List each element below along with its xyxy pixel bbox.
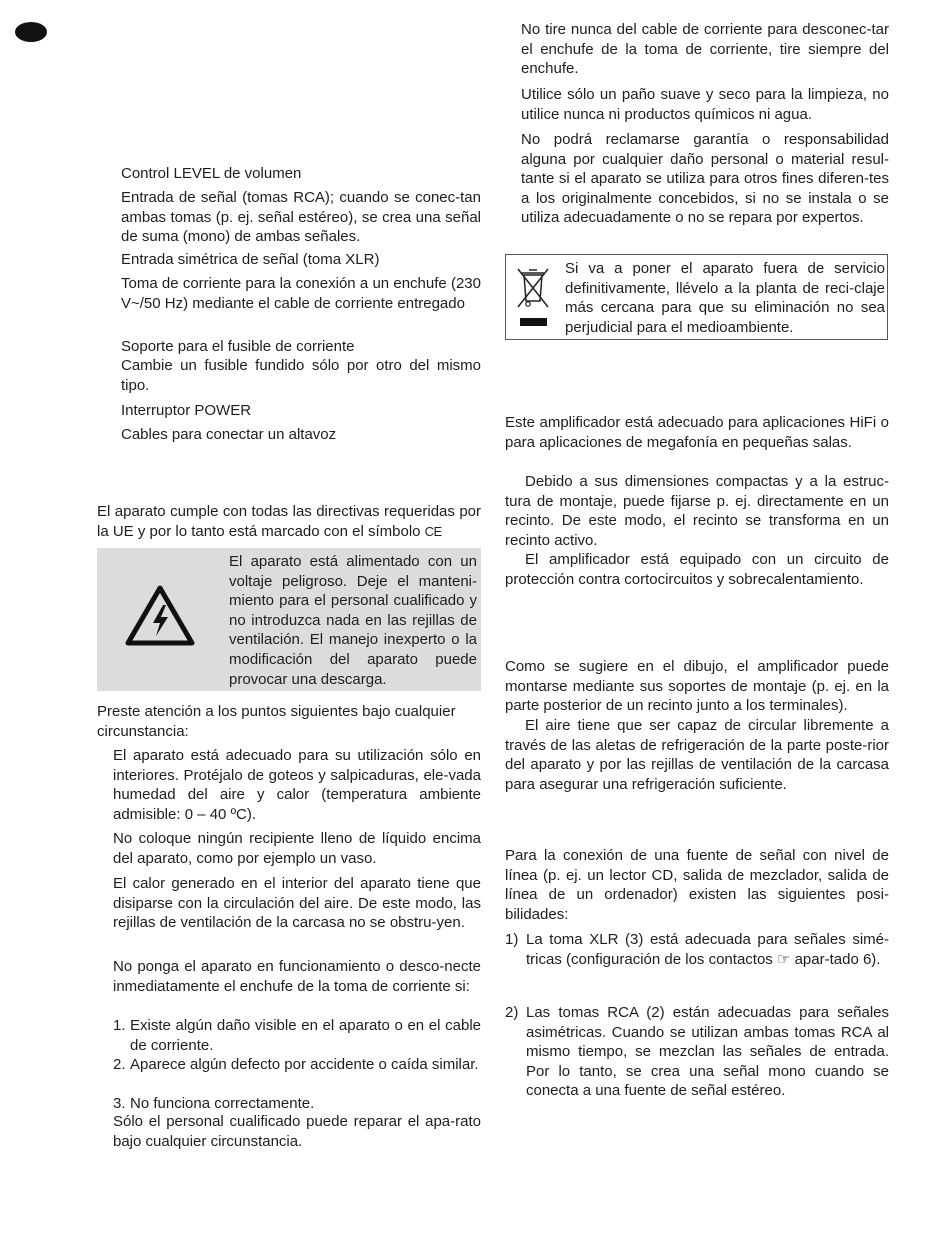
application-paragraph: Debido a sus dimensiones compactas y a la estruc-tura de montaje, puede fijarse p. ej. directamente en un recinto. De este modo, el recinto se transforma en un recinto activo. [505,473,889,549]
control-item-fuse-holder: Soporte para el fusible de corriente [121,338,355,355]
safety-item-warranty: No podrá reclamarse garantía o responsabilidad alguna por cualquier daño personal o material resul-tante si el aparato se utiliza para otros fines diferen-tes a los originalmente concebidos, si no se instala o se utiliza adecuadamente o no se repara por expertos. [521,131,889,227]
mounting-paragraph: Como se sugiere en el dibujo, el amplificador puede montarse mediante sus soportes de montaje (p. ej. en la parte posterior de un recinto junto a los terminales). [505,658,889,715]
control-item-power-switch: Interruptor POWER [121,402,252,419]
repair-note: Sólo el personal cualificado puede reparar el apa-rato bajo cualquier circunstancia. [113,1113,481,1150]
condition-item: 2. Aparece algún defecto por accidente o caída similar. [113,1056,479,1073]
connection-option-xlr: 1) La toma XLR (3) está adecuada para señales simé-tricas (configuración de los contactos ☞ apar-tado 6). [505,931,889,968]
recycling-box [505,254,888,340]
ce-mark-icon: CE [424,523,442,539]
connection-options [505,930,889,1101]
crossed-bin-icon [514,263,552,331]
recycling-text: Si va a poner el aparato fuera de servicio definitivamente, llévelo a la planta de reci-claje más cercana para que su eliminación no sea perjudicial para el medioambiente. [565,260,885,336]
safety-item-liquid: No coloque ningún recipiente lleno de líquido encima del aparato, como por ejemplo un vaso. [113,830,481,867]
high-voltage-warning-icon [125,585,195,647]
safety-item-cleaning: Utilice sólo un paño suave y seco para la limpieza, no utilice nunca ni productos químicos ni agua. [521,86,889,123]
control-item-rca-input: Entrada de señal (tomas RCA); cuando se conec-tan ambas tomas (p. ej. señal estéreo), se crea una señal de suma (mono) de ambas señales. [121,189,481,246]
control-item-power-socket: Toma de corriente para la conexión a un enchufe (230 V~/50 Hz) mediante el cable de corriente entregado [121,275,481,312]
connection-option-rca: 2) Las tomas RCA (2) están adecuadas para señales asimétricas. Cuando se utilizan ambas tomas RCA al mismo tiempo, se mezclan las señales de entrada. Por lo tanto, se crea una señal mono cuando se conecta a una fuente de señal estéreo. [505,1004,889,1100]
condition-item: 1. Existe algún daño visible en el aparato o en el cable de corriente. [113,1017,481,1054]
conditions-list [113,1016,481,1114]
ce-conformity-text: El aparato cumple con todas las directivas requeridas por la UE y por lo tanto está marcado con el símbolo CE [97,503,481,540]
safety-item-disconnect: No ponga el aparato en funcionamiento o desco-necte inmediatamente el enchufe de la toma de corriente si: [113,958,481,995]
safety-item-indoor: El aparato está adecuado para su utilización sólo en interiores. Protéjalo de goteos y salpicaduras, ele-vada humedad del aire y calor (temperatura ambiente admisible: 0 – 40 ºC). [113,747,481,823]
application-paragraph: Este amplificador está adecuado para aplicaciones HiFi o para aplicaciones de megafonía en pequeñas salas. [505,414,889,451]
control-item-speaker-cables: Cables para conectar un altavoz [121,426,337,443]
mounting-paragraph: El aire tiene que ser capaz de circular libremente a través de las aletas de refrigeración de la parte poste-rior del aparato y por las rejillas de ventilación de la carcasa para asegurar una refrigeración suficiente. [505,717,889,793]
condition-item: 3. No funciona correctamente. [113,1095,315,1112]
attention-intro: Preste atención a los puntos siguientes bajo cualquier circunstancia: [97,703,456,740]
control-item-xlr-input: Entrada simétrica de señal (toma XLR) [121,251,380,268]
safety-item-heat: El calor generado en el interior del aparato tiene que disiparse con la circulación del aire. De este modo, las rejillas de ventilación de la carcasa no se obstru-yen. [113,875,481,932]
safety-item-cable: No tire nunca del cable de corriente para desconec-tar el enchufe de la toma de corriente, tire siempre del enchufe. [521,21,889,78]
connection-intro: Para la conexión de una fuente de señal con nivel de línea (p. ej. un lector CD, salida de mezclador, salida de línea de un ordenador) existen las siguientes posi-bilidades: [505,847,889,923]
control-item-fuse-note: Cambie un fusible fundido sólo por otro del mismo tipo. [121,357,481,394]
warning-box [97,548,481,691]
application-paragraph: El amplificador está equipado con un circuito de protección contra cortocircuitos y sobrecalentamiento. [505,551,889,588]
control-item-level: Control LEVEL de volumen [121,165,302,182]
warning-text: El aparato está alimentado con un voltaje peligroso. Deje el manteni-miento para el personal cualificado y no introduzca nada en las rejillas de ventilación. El manejo inexperto o la modificación del aparato puede provocar una descarga. [229,553,477,688]
language-badge [15,22,47,42]
